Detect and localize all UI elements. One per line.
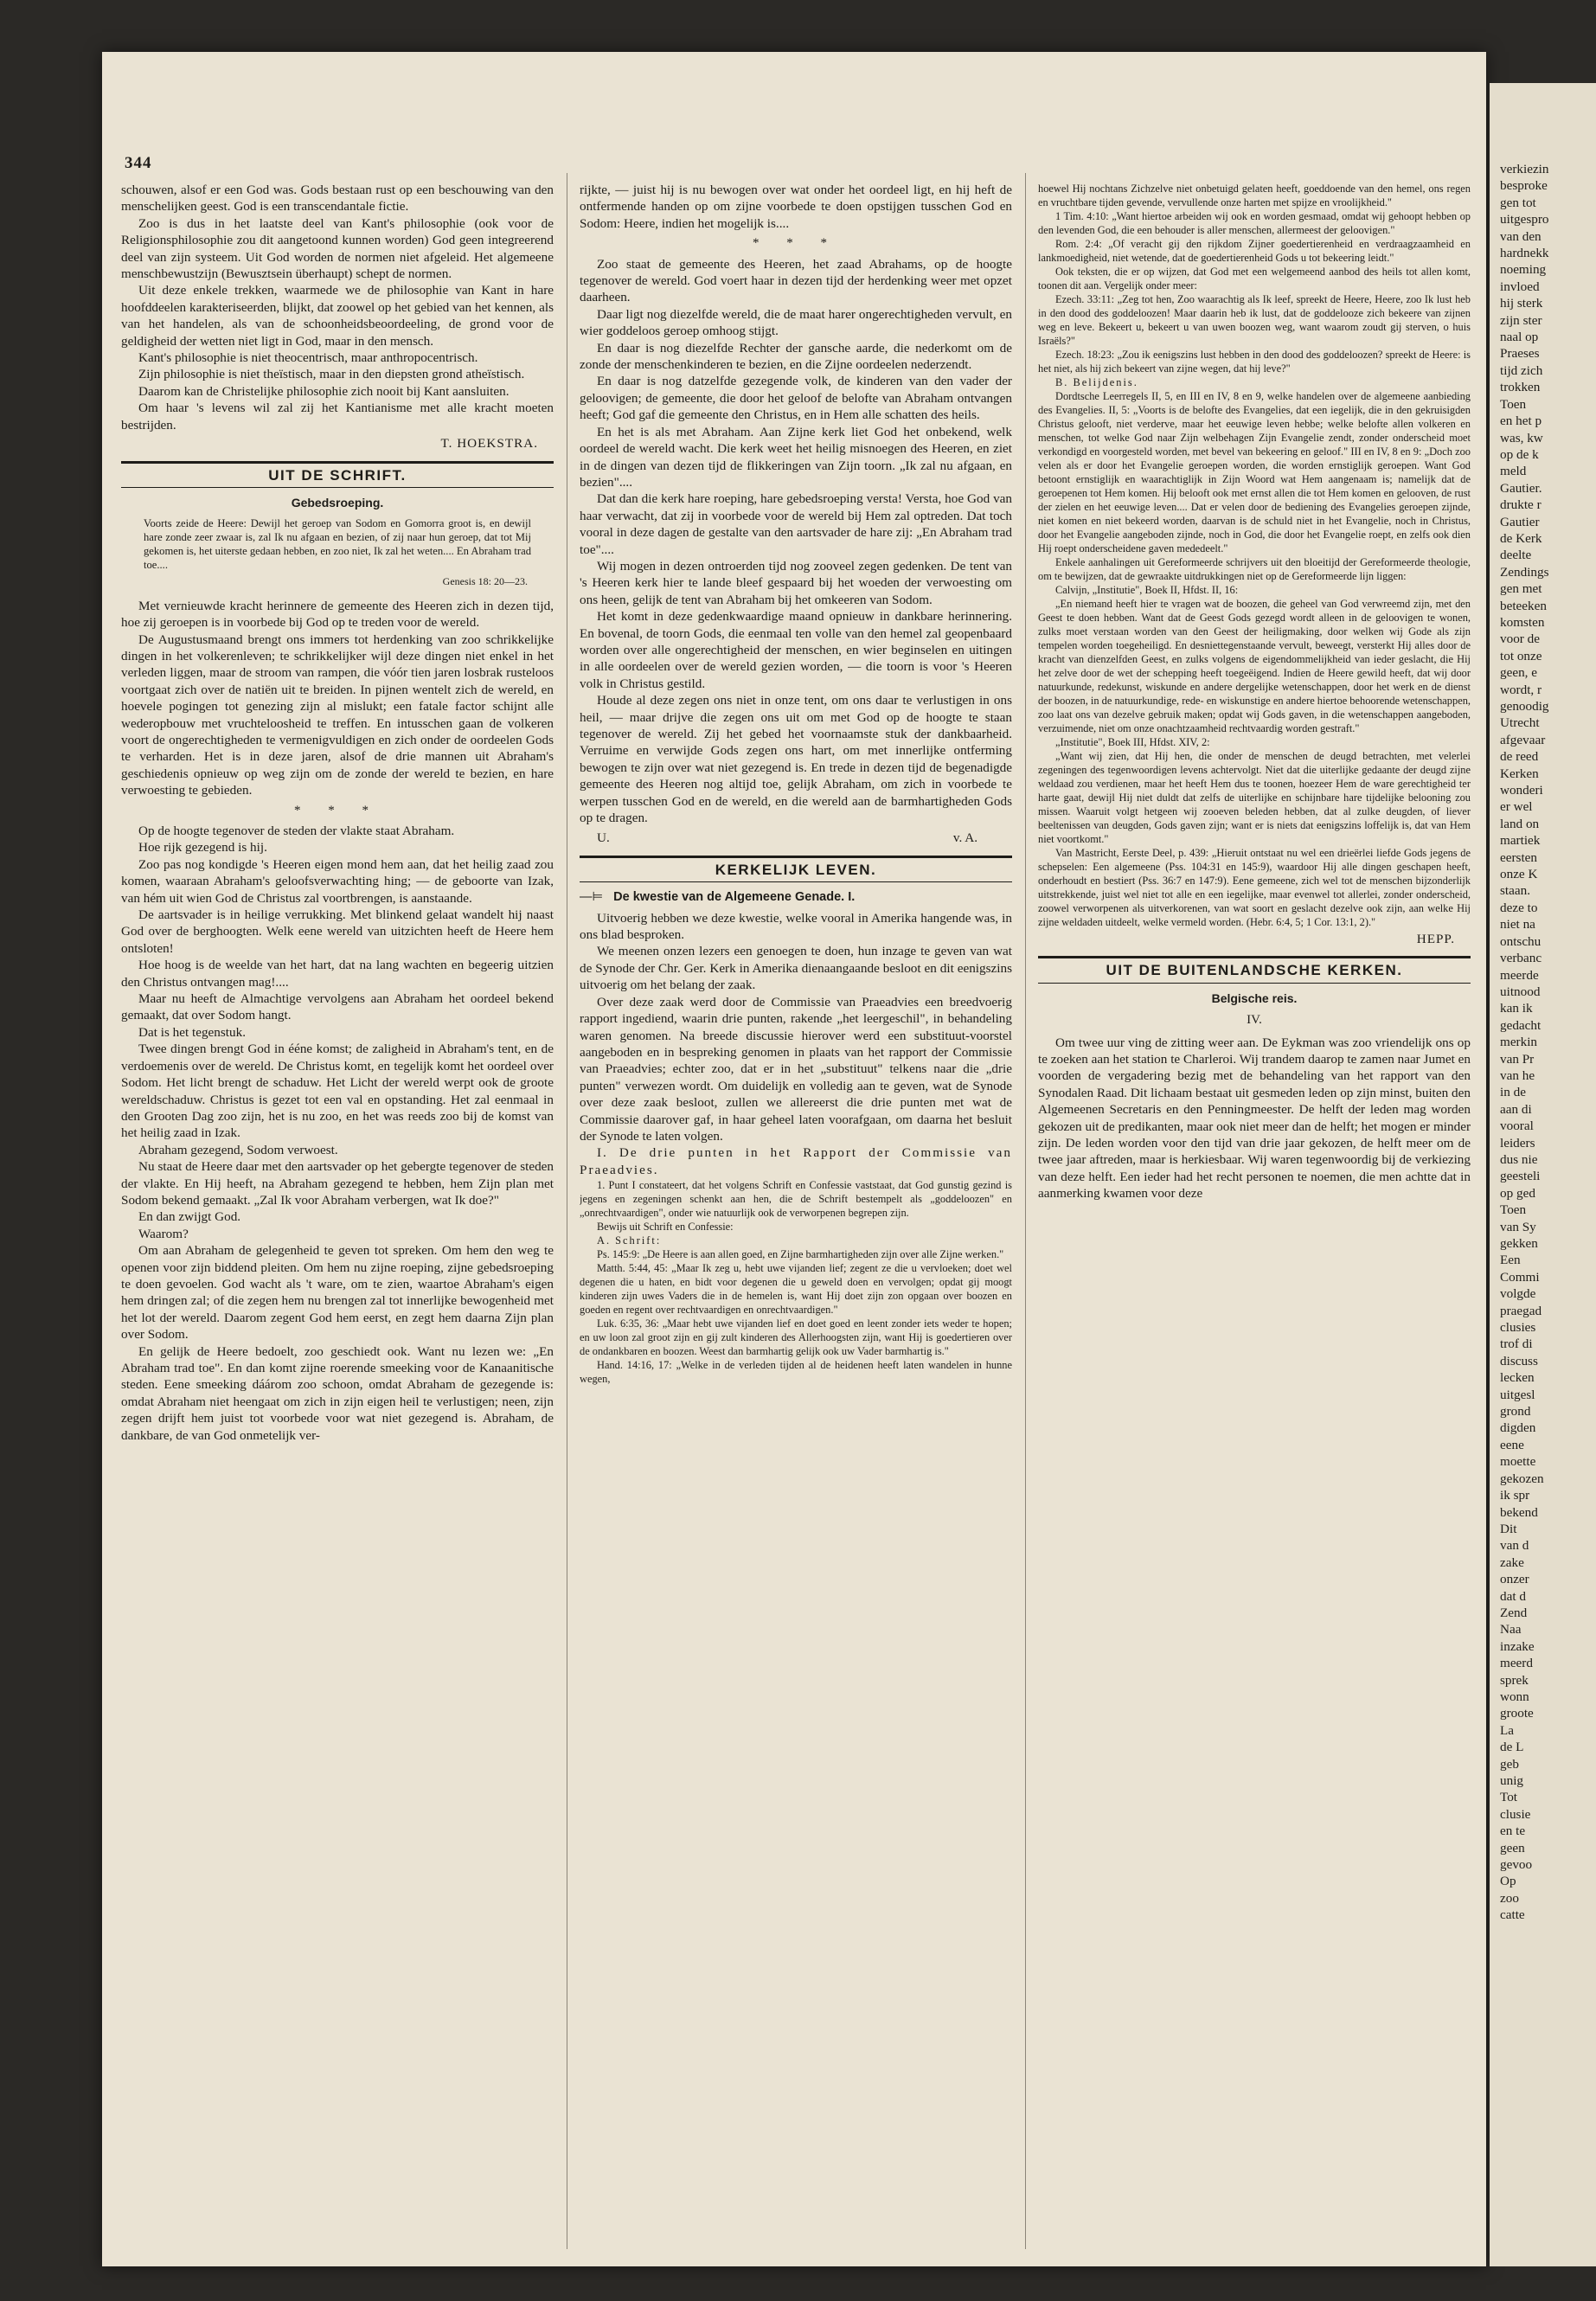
fragment-line: beteeken — [1500, 598, 1547, 613]
fragment-line: er wel — [1500, 799, 1533, 815]
section-rule — [1038, 956, 1471, 958]
paragraph: Ezech. 18:23: „Zou ik eenigszins lust hebben in den dood des goddeloozen? spreekt de Heere: is het niet, als hij zich bekeert van zijne wegen, dat hij leve?" — [1038, 349, 1471, 375]
fragment-line: ontschu — [1500, 933, 1542, 949]
paragraph: Over deze zaak werd door de Commissie van Praeadvies een breedvoerig rapport ingediend, waarin drie punten, rakende „het leergeschil", in behandeling waren genomen. Na breede discussie hierover werd een substituut-voorstel aangeboden en in bespreking genomen in plaats van het rapport der Commissie van Praeadvies; echter zoo, dat er in het „substituut" telkens naar die „drie punten" verwezen wordt. Om duidelijk en volledig aan te geven, wat de Synode over deze zaak besloot, zullen we allereerst die drie punten met wat de Commissie daarover gaf, in haar geheel laten voorafgaan, om daarna het besluit der Synode te laten volgen. — [580, 994, 1012, 1144]
fragment-line: Een — [1500, 1253, 1521, 1268]
paragraph: Twee dingen brengt God in ééne komst; de zaligheid in Abraham's tent, en de verdoemenis over de wereld. De Christus komt, en tegelijk komt het oordeel over Sodom. Het licht brengt de schaduw. Het Licht der wereld werpt ook de groote wereldschaduw. Christus is gezet tot een val en opstanding. Het zal eenmaal in den Grooten Dag zoo zijn, het is nu zoo, en het was reeds zoo bij de komst van het heilig zaad in Izak. — [121, 1042, 554, 1141]
fragment-line: lecken — [1500, 1370, 1535, 1386]
paragraph: Zoo staat de gemeente des Heeren, het zaad Abrahams, op de hoogte tegenover de wereld. God voert haar in dezen tijd der herdenking weer met opzet daarheen. — [580, 256, 1012, 305]
fragment-line: tijd zich — [1500, 362, 1543, 378]
fragment-line: trokken — [1500, 380, 1541, 395]
fragment-line: aan di — [1500, 1101, 1532, 1117]
section-divider: * * * — [294, 803, 381, 817]
fragment-line: zijn ster — [1500, 312, 1542, 328]
subheading: B. Belijdenis. — [1055, 376, 1138, 388]
fragment-line: drukte r — [1500, 497, 1542, 513]
paragraph: En gelijk de Heere bedoelt, zoo geschiedt ook. Want nu lezen we: „En Abraham trad toe". En dan komt zijne roerende smeeking voor de Kanaanitische steden. Eene smeeking dáárom zoo schoon, omdat Abraham de gezegende is: omdat Abraham niet heengaat om zich in zijn eigen heil te verlustigen; neen, zijn zegen drijft hem juist tot voorbede voor wat niet gezegend is. Abraham, de dankbare, de van God onmetelijk ver- — [121, 1343, 554, 1443]
fragment-line: wonderi — [1500, 783, 1543, 798]
fragment-line: geen — [1500, 1840, 1525, 1856]
fragment-line: meld — [1500, 464, 1527, 479]
fragment-line: Gautier — [1500, 514, 1540, 529]
paragraph: Enkele aanhalingen uit Gereformeerde schrijvers uit den bloeitijd der Gereformeerde theologie, om te bewijzen, dat de gewraakte uitdrukkingen niet op de Gereformeerde lijn liggen: — [1038, 556, 1471, 582]
fragment-line: afgevaar — [1500, 732, 1546, 747]
newspaper-page — [102, 52, 1486, 2266]
paragraph: En het is als met Abraham. Aan Zijne kerk liet God het onbekend, welk oordeel de wereld wacht. Die kerk weet het heilig misnoegen des Heeren, en ziet in de dingen van dezen tijd de flikkeringen van Zijn toorn. „Ik zal nu afgaan, en bezien".... — [580, 424, 1012, 490]
signature-left: U. — [597, 830, 610, 846]
fragment-line: gedacht — [1500, 1017, 1542, 1033]
fragment-line: op ged — [1500, 1185, 1535, 1201]
fragment-line: dat d — [1500, 1588, 1526, 1604]
paragraph: En dan zwijgt God. — [138, 1209, 241, 1225]
paragraph: Uit deze enkele trekken, waarmede we de philosophie van Kant in hare hoofddeelen karakteriseerden, blijkt, dat zoowel op het gebied van het kennen, als van het handelen, als van de schoonheidsbeoordeeling, de grond voor de geldigheid der wetten niet ligt in God, maar in den mensch. — [121, 283, 554, 349]
fragment-line: zake — [1500, 1554, 1524, 1570]
paragraph: rijkte, — juist hij is nu bewogen over wat onder het oordeel ligt, en hij heft de ontfermende handen op om zijne voorbede te doen opstijgen tusschen God en Sodom: Heere, indien het mogelijk is.... — [580, 183, 1012, 231]
author-signature — [597, 830, 977, 846]
fragment-line: onze K — [1500, 867, 1538, 882]
fragment-line: gen tot — [1500, 195, 1536, 210]
fragment-line: van he — [1500, 1067, 1535, 1083]
column-rule — [1025, 173, 1026, 2249]
paragraph: Ook teksten, die er op wijzen, dat God met een welgemeend aanbod des heils tot allen komt, toonen dit aan. Vergelijk onder meer: — [1038, 266, 1471, 292]
fragment-line: verbanc — [1500, 951, 1542, 966]
fragment-line: en te — [1500, 1823, 1526, 1839]
fragment-line: en het p — [1500, 413, 1542, 429]
section-heading: KERKELIJK LEVEN. — [715, 861, 877, 878]
fragment-line: wordt, r — [1500, 682, 1542, 697]
fragment-line: invloed — [1500, 279, 1540, 294]
section-divider: * * * — [753, 236, 839, 251]
paragraph: Om twee uur ving de zitting weer aan. De Eykman was zoo vriendelijk ons op te zoeken aan het station te Charleroi. Wij trandem daarop te zamen naar Jumet en voorden de vergadering bezig met de behandeling van het rapport van den Synodalen Raad. Dit lichaam bestaat uit gesmeden leden op zijn minst, buiten den Algemeenen Secretaris en den Penningmeester. De helft der leden mag worden gekozen uit de predikanten, maar ook niet meer dan de helft; het mogen er minder zijn. De leden worden voor den tijd van drie jaar gekozen, de helft meer om de twee jaar aftreden, maar is herkiesbaar. Wij waren tegenwoordig bij de verkiezing van deze helft. Een ieder had het recht personen te noemen, die men achtte dat in aanmerking kwamen voor deze — [1038, 1035, 1471, 1202]
paragraph: En daar is nog datzelfde gezegende volk, de kinderen van den vader der geloovigen; de gemeente, die door het geloof de belofte van Abraham ontvangen heeft; God gaf die gemeente den Christus, en in Hem alle schatten des heils. — [580, 374, 1012, 423]
fragment-line: Utrecht — [1500, 715, 1540, 731]
fragment-line: geesteli — [1500, 1169, 1541, 1184]
paragraph: Wij mogen in dezen ontroerden tijd nog zooveel zegen gedenken. De tent van 's Heeren kerk hier te lande bleef gespaard bij het woeden der verwoesting om ons heen, gelijk de tent van Abraham bij het omkeeren van Sodom. — [580, 558, 1012, 607]
paragraph: Nu staat de Heere daar met den aartsvader op het gebergte tegenover de steden der vlakte. En Hij heeft, na Abraham gezegend te hebben, hem Zijn plan met Sodom bekend gemaakt. „Zal Ik voor Abraham verbergen, wat Ik doe?" — [121, 1159, 554, 1208]
paragraph: Zoo is dus in het laatste deel van Kant's philosophie (ook voor de Religionsphilosophie zou dit aangetoond kunnen worden) God geen integreerend deel van zijn systeem. Uit God worden de normen niet afgeleid. Het algemeene menschbewustzijn (Bewusztsein überhaupt) schept de normen. — [121, 215, 554, 282]
fragment-line: zoo — [1500, 1890, 1519, 1906]
paragraph: Kant's philosophie is niet theocentrisch, maar anthropocentrisch. — [138, 350, 478, 366]
fragment-line: onzer — [1500, 1572, 1529, 1587]
paragraph: De Augustusmaand brengt ons immers tot herdenking van zoo schrikkelijke dingen in het volkerenleven; te schrikkelijker wijl deze dingen niet enkel in het verleden liggen, maar de stroom van rampen, die vóór tien jaren losbrak rusteloos voortgaat zich over de natiën uit te breiden. In pijnen wentelt zich de wereld, en hoevele pogingen tot genezing zijn al mislukt; een fatale factor schijnt alle wederopbouw met vruchteloosheid te treffen. En intusschen gaan de volkeren voort de ongerechtigheden te vermenigvuldigen en zich onder de oordeelen Gods te verharden. Het is in deze jaren, alsof de drie mannen uit Abraham's geschiedenis opnieuw op weg zijn om de zonde der wereld te bezien, en hare verwoesting te gebieden. — [121, 631, 554, 798]
paragraph: Om aan Abraham de gelegenheid te geven tot spreken. Om hem den weg te openen voor zijn biddend pleiten. Om hem nu zijne roeping, zijne gebedsroeping te doen gevoelen. God wacht als 't ware, om te zien, waartoe Abraham's eigen hem dringen zal; of die zegen hem nu brengen zal tot innerlijke bewogenheid met het lot der wereld. Daarom zegent God hem eerst, en zegt hem daarna Zijn plan over Sodom. — [121, 1243, 554, 1343]
fragment-line: Toen — [1500, 396, 1527, 412]
fragment-line: in de — [1500, 1085, 1526, 1100]
paragraph: Maar nu heeft de Almachtige vervolgens aan Abraham het oordeel bekend gemaakt, dat over Sodom hangt. — [121, 991, 554, 1023]
fragment-line: inzake — [1500, 1638, 1535, 1654]
article-title-text: De kwestie van de Algemeene Genade. I. — [613, 890, 856, 905]
paragraph: Rom. 2:4: „Of veracht gij den rijkdom Zijner goedertierenheid en verdraagzaamheid en lankmoedigheid, niet wetende, dat de goedertierenheid Gods u tot bekeering leidt." — [1038, 238, 1471, 264]
fragment-line: praegad — [1500, 1303, 1542, 1318]
paragraph: Hoe hoog is de weelde van het hart, dat na lang wachten en begeerig uitzien den Christus ontvangen mag!.... — [121, 958, 554, 990]
fragment-line: Toen — [1500, 1202, 1527, 1218]
scripture-reference: Genesis 18: 20—23. — [442, 575, 528, 588]
fragment-line: op de k — [1500, 446, 1539, 462]
fragment-line: Op — [1500, 1874, 1516, 1889]
fragment-line: van Pr — [1500, 1051, 1535, 1067]
fragment-line: catte — [1500, 1907, 1525, 1923]
fragment-line: deze to — [1500, 900, 1538, 915]
fragment-line: Zendings — [1500, 564, 1549, 580]
paragraph: Waarom? — [138, 1226, 189, 1241]
fragment-line: niet na — [1500, 917, 1535, 933]
column-2 — [580, 182, 1012, 2245]
paragraph: Zoo pas nog kondigde 's Heeren eigen mond hem aan, dat het heilig zaad zou komen, waaraan Abraham's geloofsverwachting hing; — de geboorte van Izak, van hém uit wien God de Christus zal voortbrengen, is aanstaande. — [121, 856, 554, 906]
paragraph: Dat dan die kerk hare roeping, hare gebedsroeping versta! Versta, hoe God van haar verwacht, dat zij in voorbede voor de wereld bij Hem zal optreden. Dat toch vooral in deze dagen de gestalte van den aartsvader de hare zij: „En Abraham trad toe".... — [580, 491, 1012, 557]
fragment-line: staan. — [1500, 883, 1531, 899]
section-heading: UIT DE BUITENLANDSCHE KERKEN. — [1106, 962, 1403, 979]
subheading: I. De drie punten in het Rapport der Commissie van Praeadvies. — [580, 1145, 1012, 1177]
fragment-line: meerde — [1500, 967, 1539, 983]
fragment-line: hardnekk — [1500, 246, 1549, 261]
page-number: 344 — [125, 154, 152, 172]
paragraph: Hand. 14:16, 17: „Welke in de verleden tijden al de heidenen heeft laten wandelen in hunne wegen, — [580, 1359, 1012, 1386]
fragment-line: deelte — [1500, 548, 1532, 563]
fragment-line: noeming — [1500, 262, 1547, 278]
section-heading: UIT DE SCHRIFT. — [268, 466, 407, 484]
paragraph: Bewijs uit Schrift en Confessie: — [597, 1221, 734, 1234]
paragraph: Daarom kan de Christelijke philosophie zich nooit bij Kant aansluiten. — [138, 383, 510, 399]
paragraph: Uitvoerig hebben we deze kwestie, welke vooral in Amerika hangende was, in ons blad besproken. — [580, 910, 1012, 943]
paragraph: Luk. 6:35, 36: „Maar hebt uwe vijanden lief en doet goed en leent zonder iets weder te hopen; en uw loon zal groot zijn en gij zult kinderen des Allerhoogsten zijn, want Hij is goedertieren over de ondankbaren en boozen. Weest dan barmhartig gelijk ook uw Vader barmhartig is." — [580, 1317, 1012, 1358]
paragraph: Van Mastricht, Eerste Deel, p. 439: „Hieruit ontstaat nu wel een drieërlei liefde Gods jegens de schepselen: Een algemeene (Pss. 104:31 en 145:9), waardoor Hij alle dingen geschapen heeft, onderhoudt en bestiert (Pss. 36:7 en 147:9). Eene gemeene, zich wel tot de menschen bijzonderlijk uitstrekkende, juist wel niet tot alle en een iegelijke, maar evenwel tot allerlei, zonder onderscheid, zoowel verworpenen als uitverkorenen, van wat soort en geslacht dezelve ook zijn, aan welke Hij zijne weldaden uitdeelt, welke vermeld worden. (Hebr. 6:4, 5; 1 Cor. 13:1, 2)." — [1038, 847, 1471, 928]
paragraph: En daar is nog diezelfde Rechter der gansche aarde, die nederkomt om de zonde der menschenkinderen te bezien, en die Zijne oordeelen nederzendt. — [580, 340, 1012, 373]
author-signature: T. HOEKSTRA. — [440, 436, 538, 452]
author-signature: HEPP. — [1416, 932, 1455, 946]
fragment-line: sprek — [1500, 1672, 1529, 1688]
fragment-line: voor de — [1500, 631, 1540, 647]
paragraph: Dat is het tegenstuk. — [138, 1024, 247, 1040]
fragment-line: discuss — [1500, 1353, 1538, 1368]
paragraph: „Want wij zien, dat Hij hen, die onder de menschen de deugd betrachten, met velerlei zegeningen des tegenwoordigen levens achtervolgt. Niet dat die uiterlijke gedaante der deugd zijne weldaad zou verdienen, maar het heeft Hem dus te toonen, hoezeer Hem de ware gerechtigheid ter harte gaat, dewijl Hij niet duldt dat zelfs de uiterlijke en schijnbare hare tijdelijke belooning zou missen. Waaruit volgt hetgeen wij zooeven beleden hebben, dat al zulke deugden, of liever beeltenissen van deugden, Gods gaven zijn; want er is niets dat eenigszins loffelijk is, dat van Hem niet voortkomt." — [1038, 750, 1471, 845]
paragraph: We meenen onzen lezers een genoegen te doen, hun inzage te geven van wat de Synode der Chr. Ger. Kerk in Amerika dienaangaande besloot en dit eenigszins uitvoerig om het belang der zaak. — [580, 944, 1012, 993]
fragment-line: ik spr — [1500, 1488, 1530, 1503]
article-title: Belgische reis. — [1211, 990, 1298, 1005]
fragment-line: gen met — [1500, 581, 1542, 597]
fragment-line: de reed — [1500, 749, 1539, 765]
fragment-line: eene — [1500, 1437, 1524, 1452]
fragment-line: dus nie — [1500, 1151, 1538, 1167]
paragraph: „Institutie", Boek III, Hfdst. XIV, 2: — [1055, 736, 1210, 748]
fragment-line: martiek — [1500, 833, 1541, 849]
fragment-line: gevoo — [1500, 1857, 1533, 1873]
fragment-line: naal op — [1500, 330, 1539, 345]
fragment-line: uitgespro — [1500, 212, 1549, 228]
paragraph: Ps. 145:9: „De Heere is aan allen goed, en Zijne barmhartigheden zijn over alle Zijne werken." — [597, 1248, 1004, 1261]
fragment-line: wonn — [1500, 1689, 1529, 1704]
fragment-line: Kerken — [1500, 766, 1539, 781]
fragment-line: La — [1500, 1722, 1515, 1738]
paragraph: 1. Punt I constateert, dat het volgens Schrift en Confessie vaststaat, dat God gunstig gezind is jegens en zegeningen schenkt aan hen, die de Schrift bestempelt als „goddeloozen" en „onrechtvaardigen", onder wie natuurlijk ook de verworpenen begrepen zijn. — [580, 1179, 1012, 1220]
fragment-line: Tot — [1500, 1790, 1518, 1805]
article-title: Gebedsroeping. — [291, 495, 384, 510]
fragment-line: genoodig — [1500, 699, 1549, 714]
fragment-line: land on — [1500, 816, 1540, 831]
section-rule — [121, 461, 554, 464]
fragment-line: van den — [1500, 228, 1542, 244]
fragment-line: de Kerk — [1500, 530, 1542, 546]
fragment-line: moette — [1500, 1454, 1536, 1470]
fragment-line: de L — [1500, 1740, 1524, 1755]
adjacent-page-fragment — [1490, 83, 1596, 2266]
fragment-line: Dit — [1500, 1521, 1517, 1536]
fragment-line: Praeses — [1500, 346, 1540, 362]
fragment-line: geen, e — [1500, 665, 1538, 681]
fragment-line: trof di — [1500, 1336, 1533, 1352]
arrow-icon: —⊨ — [580, 890, 604, 905]
section-rule — [121, 487, 554, 488]
fragment-line: Gautier. — [1500, 480, 1542, 496]
paragraph: Om haar 's levens wil zal zij het Kantianisme met alle kracht moeten bestrijden. — [121, 401, 554, 433]
article-title — [580, 889, 1012, 906]
fragment-line: uitnood — [1500, 984, 1541, 999]
paragraph: Matth. 5:44, 45: „Maar Ik zeg u, hebt uwe vijanden lief; zegent ze die u vervloeken; doet wel degenen die u haten, en bidt voor degenen die u geweld doen en vervolgen; opdat gij moogt kinderen zijn uwes Vaders die in de hemelen is, want Hij doet zijn zon opgaan over boozen en goeden en regent over rechtvaardigen en onrechtvaardigen." — [580, 1262, 1012, 1317]
paragraph: schouwen, alsof er een God was. Gods bestaan rust op een beschouwing van den menschelijken geest. God is een transcendantale fictie. — [121, 183, 554, 215]
paragraph: Hoe rijk gezegend is hij. — [138, 840, 267, 856]
section-rule — [1038, 983, 1471, 984]
scripture-quote: Voorts zeide de Heere: Dewijl het geroep van Sodom en Gomorra groot is, en dewijl hare zonde zeer zwaar is, zal Ik nu afgaan en bezien, of zij naar hun geroep, dat tot Mij gekomen is, het uiterste gedaan hebben, en zoo niet, Ik zal het weten.... En Abraham trad toe.... — [144, 517, 531, 572]
adjacent-page-text — [1500, 161, 1549, 1924]
fragment-line: tot onze — [1500, 648, 1542, 663]
paragraph: De aartsvader is in heilige verrukking. Met blinkend gelaat wandelt hij naast God over de berghoogten. Welk eene wereld van uitzichten heeft de Heere hem ontsloten! — [121, 907, 554, 956]
fragment-line: leiders — [1500, 1135, 1535, 1150]
paragraph: hoewel Hij nochtans Zichzelve niet onbetuigd gelaten heeft, goeddoende van den hemel, ons regen en vruchtbare tijden gevende, vervullende onze harten met spijze en vroolijkheid." — [1038, 183, 1471, 208]
paragraph: Abraham gezegend, Sodom verwoest. — [138, 1142, 338, 1157]
fragment-line: meerd — [1500, 1656, 1533, 1671]
column-1 — [121, 182, 554, 2245]
paragraph: Zijn philosophie is niet theïstisch, maar in den diepsten grond atheïstisch. — [138, 367, 525, 382]
fragment-line: bekend — [1500, 1504, 1538, 1520]
fragment-line: komsten — [1500, 614, 1545, 630]
paragraph: Op de hoogte tegenover de steden der vlakte staat Abraham. — [138, 824, 455, 838]
paragraph: Dordtsche Leerregels II, 5, en III en IV, 8 en 9, welke handelen over de algemeene aanbieding des Evangelies. II, 5: „Voorts is de belofte des Evangelies, dat een iegelijk, die in den gekruisigden Christus gelooft, niet verderve, maar het eeuwige leven hebbe; welke belofte allen volkeren en menschen, tot welke God naar Zijn welbehagen Zijn Evangelie zendt, zonder onderscheid moet verkondigd en voorgesteld worden, met bevel van bekeering en geloof." III en IV, 8 en 9: „Doch zoo velen als er door het Evangelie geroepen worden, die worden ernstiglijk geroepen. Want God betoont ernstiglijk en waarachtiglijk in Zijn Woord wat Hem aangenaam is; namelijk dat de geroepenen tot Hem komen. Hij belooft ook met ernst allen die tot Hem komen en gelooven, de rust der zielen en het eeuwige leven.... Dat er velen door de bediening des Evangelies geroepen zijnde, niet komen en niet bekeerd worden, daarvan is de schuld niet in het Evangelie, noch in Christus, door het Evangelie aangeboden zijnde, noch in God, die door het Evangelie roept, en zelfs ook dien Hij roept onderscheidene gaven mededeelt." — [1038, 390, 1471, 554]
fragment-line: kan ik — [1500, 1001, 1533, 1016]
fragment-line: gekozen — [1500, 1471, 1544, 1486]
fragment-line: van d — [1500, 1538, 1529, 1554]
paragraph: Daar ligt nog diezelfde wereld, die de maat harer ongerechtigheden vervult, en wier goddeloos geroep omhoog stijgt. — [580, 306, 1012, 339]
paragraph: Het komt in deze gedenkwaardige maand opnieuw in dankbare herinnering. En bovenal, de toorn Gods, die eenmaal ten volle van den hemel zal geopenbaard worden over alle ongerechtigheid der menschen, en wier beginselen en uitingen in alle oordeelen over de wereld gezien worden, — die toorn is voor 's Heeren volk in Christus gestild. — [580, 609, 1012, 691]
paragraph: 1 Tim. 4:10: „Want hiertoe arbeiden wij ook en worden gesmaad, omdat wij gehoopt hebben op den levenden God, die een behouder is aller menschen, allermeest der geloovigen." — [1038, 210, 1471, 236]
fragment-line: digden — [1500, 1420, 1536, 1436]
paragraph: Met vernieuwde kracht herinnere de gemeente des Heeren zich in dezen tijd, hoe zij geroepen is in voorbede bij God op te treden voor de wereld. — [121, 598, 554, 631]
fragment-line: uitgesl — [1500, 1387, 1535, 1402]
paragraph: „En niemand heeft hier te vragen wat de boozen, die geheel van God verwreemd zijn, met den Geest te doen hebben. Want dat de Geest Gods gezegd wordt alleen in de geloovigen te wonen, zulks moet verstaan worden van den Geest der heiligmaking, door welken wij Gode als zijn tempelen worden toegeheiligd. En desniettegenstaande vervult, beweegt, versterkt Hij alles door de kracht van dienzelfden Geest, en zulks volgens de eigendommelijkheid van ieder geslacht, die Hij het zelve door de wet der schepping heeft toegeëigend. Indien de Heere gewild heeft, dat wij door natuurkunde, redekunst, wiskunde en andere dergelijke wetenschappen, door het werk en de dienst der boozen, in de natuurkundige, rede- en wiskunstige en andere hiertoe behoorende wetenschappen, zoo laat ons van dezelve gebruik maken; opdat wij Gods gaven, in die wetenschappen aangeboden, verzuimende, niet om onze onachtzaamheid rechtvaardig worden gestraft." — [1038, 598, 1471, 734]
fragment-line: Zend — [1500, 1605, 1528, 1620]
fragment-line: besproke — [1500, 178, 1548, 194]
fragment-line: hij sterk — [1500, 296, 1543, 311]
fragment-line: gekken — [1500, 1236, 1538, 1251]
fragment-line: clusies — [1500, 1320, 1536, 1336]
section-rule — [580, 881, 1012, 882]
fragment-line: clusie — [1500, 1806, 1531, 1822]
fragment-line: vooral — [1500, 1118, 1534, 1134]
fragment-line: Commi — [1500, 1269, 1540, 1285]
fragment-line: unig — [1500, 1773, 1524, 1788]
fragment-line: van Sy — [1500, 1219, 1536, 1234]
fragment-line: geb — [1500, 1756, 1519, 1772]
signature-right: v. A. — [952, 830, 977, 846]
fragment-line: verkiezin — [1500, 162, 1549, 176]
fragment-line: eersten — [1500, 849, 1538, 865]
paragraph: Ezech. 33:11: „Zeg tot hen, Zoo waarachtig als Ik leef, spreekt de Heere, Heere, zoo Ik lust heb in den dood des goddeloozen! Maar daarin heb ik lust, dat de goddelooze zich bekeere van zijnen weg en leve. Bekeert u, bekeert u van uwen boozen weg, want waarom zoudt gij sterven, o huis Israëls?" — [1038, 293, 1471, 347]
column-3 — [1038, 182, 1471, 2245]
fragment-line: grond — [1500, 1404, 1531, 1420]
paragraph: Calvijn, „Institutie", Boek II, Hfdst. II, 16: — [1055, 584, 1239, 596]
paragraph: Houde al deze zegen ons niet in onze tent, om ons daar te verlustigen in ons heil, — maar drijve die zegen ons uit om met God op de hoogte te staan tegenover de wereld. Zij het gebed het voornaamste stuk der dankbaarheid. Verruime en verwijde Gods zegen ons hart, om met innerlijke ontferming bewogen te zijn over wat niet gezegend is. En trede in dezen tijd de begenadigde gemeente des Heeren nog altijd toe, gelijk Abraham, om zich in voorbede te werpen tusschen God en de wereld, en die wereld aan de barmhartigheden Gods op te dragen. — [580, 693, 1012, 826]
fragment-line: groote — [1500, 1706, 1534, 1721]
subheading: A. Schrift: — [597, 1234, 662, 1247]
fragment-line: merkin — [1500, 1035, 1538, 1050]
fragment-line: volgde — [1500, 1286, 1536, 1302]
fragment-line: Naa — [1500, 1622, 1522, 1638]
section-rule — [580, 856, 1012, 858]
article-part-number: IV. — [1247, 1013, 1262, 1028]
fragment-line: was, kw — [1500, 430, 1543, 445]
